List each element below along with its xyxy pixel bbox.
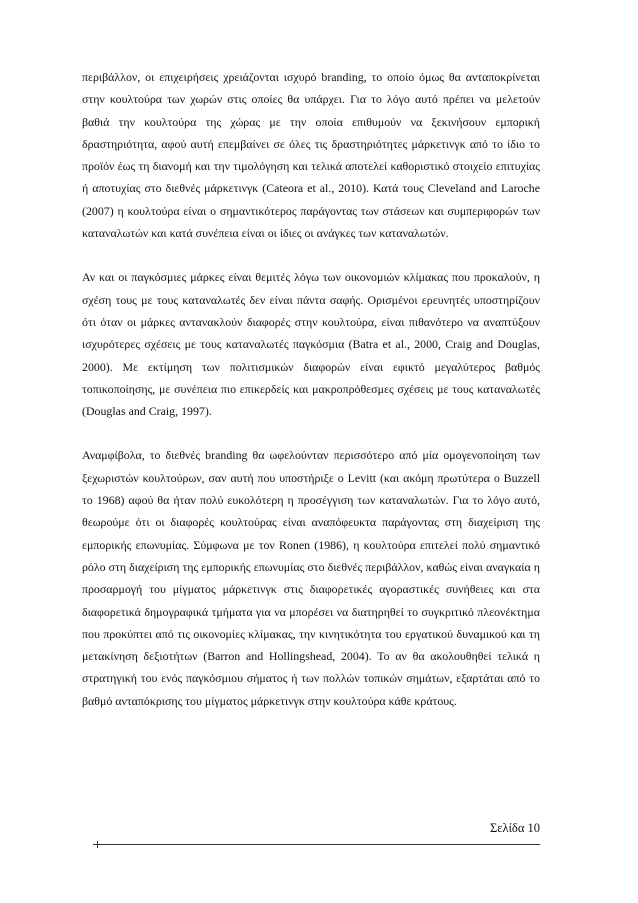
footer-rule xyxy=(93,844,540,845)
paragraph-3: Αναμφίβολα, το διεθνές branding θα ωφελούνταν περισσότερο από μία ομογενοποίηση των ξεχωριστών κουλτούρων, σαν αυτή που υποστήριξε ο Levitt (και ακόμη πρωτύτερα ο Buzzell το 1968) αφού θα ήταν πολύ ευκολότερη η προσέγγιση των καταναλωτών. Για το λόγο αυτό, θεωρούμε ότι οι διαφορές κουλτούρας είναι αναπόφευκτα παράγοντας στη διαχείριση της εμπορικής επωνυμίας. Σύμφωνα με τον Ronen (1986), η κουλτούρα επιτελεί πολύ σημαντικό ρόλο στη διαχείριση της εμπορικής επωνυμίας στο διεθνές περιβάλλον, καθώς είναι αναγκαία η προσαρμογή του μίγματος μάρκετινγκ στις διαφορετικές αγοραστικές συνήθειες και στα διαφορετικά δημογραφικά τμήματα για να μπορέσει να διατηρηθεί το συγκριτικό πλεονέκτημα που προκύπτει από τις οικονομίες κλίμακας, την κινητικότητα του εργατικού δυναμικού και τη μετακίνηση δεξιοτήτων (Barron and Hollingshead, 2004). Το αν θα ακολουθηθεί τελικά η στρατηγική του ενός παγκόσμιου σήματος ή των πολλών τοπικών σημάτων, εξαρτάται από το βαθμό ανταπόκρισης του μίγματος μάρκετινγκ στην κουλτούρα κάθε κράτους. xyxy=(82,448,540,708)
footer-tick xyxy=(97,841,98,848)
paragraph-2: Αν και οι παγκόσμιες μάρκες είναι θεμιτές λόγω των οικονομιών κλίμακας που προκαλούν, η σχέση τους με τους καταναλωτές δεν είναι πάντα σαφής. Ορισμένοι ερευνητές υποστηρίζουν ότι όταν οι μάρκες αντανακλούν διαφορές στην κουλτούρα, είναι πιθανότερο να αναπτύξουν ισχυρότερες σχέσεις με τους καταναλωτές παγκόσμια (Batra et al., 2000, Craig and Douglas, 2000). Με εκτίμηση των πολιτισμικών διαφορών είναι εφικτό μεγαλύτερος βαθμός τοπικοποίησης, με συνέπεια πιο επικερδείς και μακροπρόθεσμες σχέσεις με τους καταναλωτές (Douglas and Craig, 1997). xyxy=(82,270,540,419)
paragraph-1: περιβάλλον, οι επιχειρήσεις χρειάζονται ισχυρό branding, το οποίο όμως θα ανταποκρίνεται στην κουλτούρα των χωρών στις οποίες θα υπάρχει. Για το λόγο αυτό πρέπει να μελετούν βαθιά την κουλτούρα της χώρας με την οποία επιθυμούν να ξεκινήσουν εμπορική δραστηριότητα, αφού αυτή επεμβαίνει σε όλες τις δραστηριότητες μάρκετινγκ από το ίδιο το προϊόν έως τη διανομή και την τιμολόγηση και τελικά αποτελεί καθοριστικό στοιχείο επιτυχίας ή αποτυχίας στο διεθνές μάρκετινγκ (Cateora et al., 2010). Κατά τους Cleveland and Laroche (2007) η κουλτούρα είναι ο σημαντικότερος παράγοντας των στάσεων και συμπεριφορών των καταναλωτών και κατά συνέπεια είναι οι ίδιες οι ανάγκες των καταναλωτών. xyxy=(82,70,540,241)
document-body xyxy=(82,66,540,712)
page-footer xyxy=(93,820,540,846)
page-number: Σελίδα 10 xyxy=(489,821,540,835)
